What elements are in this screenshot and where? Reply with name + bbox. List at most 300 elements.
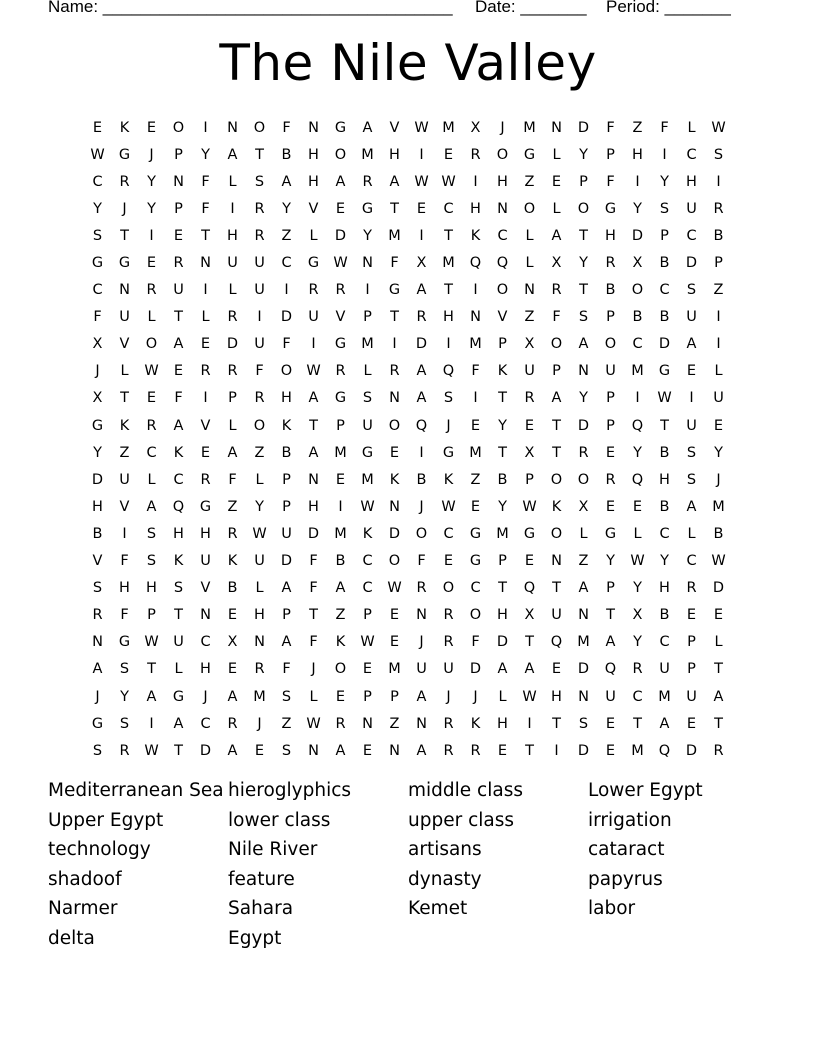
grid-letter: S [578, 715, 589, 732]
grid-letter: I [716, 309, 721, 326]
grid-letter: U [443, 661, 454, 678]
grid-letter: O [577, 471, 590, 488]
grid-letter: N [416, 607, 427, 624]
grid-letter: C [200, 634, 211, 651]
grid-letter: W [387, 580, 402, 597]
grid-letter: O [550, 525, 563, 542]
grid-letter: I [419, 227, 424, 244]
grid-letter: I [446, 336, 451, 353]
grid-letter: Y [201, 146, 210, 163]
grid-letter: U [254, 336, 265, 353]
grid-letter: V [119, 498, 130, 515]
grid-letter: P [660, 227, 669, 244]
grid-letter: F [201, 173, 210, 190]
grid-letter: A [308, 390, 319, 407]
grid-letter: A [578, 580, 589, 597]
grid-letter: Q [172, 498, 185, 515]
grid-letter: C [92, 173, 103, 190]
grid-letter: F [174, 390, 183, 407]
grid-letter: T [120, 227, 129, 244]
grid-letter: P [363, 309, 372, 326]
grid-letter: D [280, 553, 293, 570]
grid-letter: N [551, 119, 562, 136]
grid-letter: D [334, 227, 347, 244]
grid-letter: E [605, 444, 616, 461]
grid-letter: M [442, 255, 455, 272]
letter-grid [84, 114, 732, 764]
grid-letter: U [173, 282, 184, 299]
grid-letter: H [443, 309, 454, 326]
grid-letter: U [254, 282, 265, 299]
grid-letter: K [551, 498, 562, 515]
grid-letter: F [417, 553, 426, 570]
grid-letter: L [309, 688, 318, 705]
grid-letter: J [122, 200, 127, 217]
grid-letter: E [416, 200, 427, 217]
grid-letter: D [307, 525, 320, 542]
grid-letter: I [203, 282, 208, 299]
grid-letter: A [227, 742, 238, 759]
grid-letter: J [473, 688, 478, 705]
grid-letter: A [146, 498, 157, 515]
grid-letter: I [554, 742, 559, 759]
grid-letter: L [498, 688, 507, 705]
grid-letter: G [334, 119, 347, 136]
grid-letter: E [497, 742, 508, 759]
grid-letter: H [686, 173, 697, 190]
grid-letter: A [335, 742, 346, 759]
grid-letter: S [281, 688, 292, 705]
grid-letter: W [522, 688, 537, 705]
grid-letter: V [119, 336, 130, 353]
grid-letter: P [363, 607, 372, 624]
grid-letter: P [498, 553, 507, 570]
grid-letter: V [335, 309, 346, 326]
grid-letter: Y [255, 498, 264, 515]
grid-letter: N [200, 607, 211, 624]
grid-letter: G [118, 255, 131, 272]
grid-letter: T [174, 607, 183, 624]
grid-letter: E [686, 607, 697, 624]
grid-letter: G [307, 255, 320, 272]
grid-letter: N [551, 553, 562, 570]
grid-letter: I [473, 390, 478, 407]
word-bank-item: irrigation [588, 809, 672, 831]
grid-letter: W [144, 363, 159, 380]
grid-letter: A [227, 444, 238, 461]
grid-letter: J [257, 715, 262, 732]
grid-letter: D [631, 227, 644, 244]
grid-letter: F [471, 634, 480, 651]
grid-letter: C [362, 580, 373, 597]
grid-letter: R [254, 390, 265, 407]
grid-letter: N [578, 688, 589, 705]
grid-letter: X [524, 607, 535, 624]
grid-letter: P [336, 417, 345, 434]
grid-letter: P [687, 661, 696, 678]
grid-letter: X [92, 390, 103, 407]
grid-letter: D [577, 661, 590, 678]
grid-letter: Y [633, 200, 642, 217]
grid-letter: S [146, 553, 157, 570]
grid-letter: D [469, 661, 482, 678]
grid-letter: H [659, 471, 670, 488]
grid-letter: X [632, 607, 643, 624]
grid-letter: S [686, 471, 697, 488]
grid-letter: E [713, 417, 724, 434]
grid-letter: Y [633, 634, 642, 651]
grid-letter: O [334, 146, 347, 163]
grid-letter: T [714, 715, 723, 732]
grid-letter: S [578, 309, 589, 326]
grid-letter: D [658, 336, 671, 353]
grid-letter: H [146, 580, 157, 597]
grid-letter: C [281, 255, 292, 272]
grid-letter: N [578, 363, 589, 380]
grid-letter: I [635, 390, 640, 407]
grid-letter: L [147, 309, 156, 326]
grid-letter: I [662, 146, 667, 163]
word-bank-item: technology [48, 839, 151, 861]
word-bank-item: feature [228, 868, 295, 890]
grid-letter: D [712, 580, 725, 597]
word-bank-item: middle class [408, 780, 523, 801]
grid-letter: V [497, 309, 508, 326]
grid-letter: K [443, 471, 454, 488]
grid-letter: K [173, 553, 184, 570]
grid-letter: Q [631, 417, 644, 434]
grid-letter: E [389, 634, 400, 651]
grid-letter: N [389, 498, 400, 515]
grid-letter: E [551, 173, 562, 190]
grid-letter: P [282, 607, 291, 624]
grid-letter: R [335, 282, 346, 299]
grid-letter: I [284, 282, 289, 299]
grid-letter: R [578, 444, 589, 461]
grid-letter: A [173, 715, 184, 732]
grid-letter: R [713, 200, 724, 217]
word-bank-item: Narmer [48, 898, 118, 920]
grid-letter: F [606, 173, 615, 190]
grid-letter: A [416, 363, 427, 380]
grid-letter: P [525, 471, 534, 488]
grid-letter: I [311, 336, 316, 353]
grid-letter: N [470, 309, 481, 326]
word-bank-item: labor [588, 898, 636, 920]
grid-letter: J [311, 661, 316, 678]
grid-letter: A [173, 336, 184, 353]
grid-letter: B [659, 255, 670, 272]
grid-letter: U [713, 390, 724, 407]
grid-letter: B [659, 607, 670, 624]
grid-letter: O [388, 417, 401, 434]
word-bank-item: delta [48, 928, 95, 949]
grid-letter: Y [93, 444, 102, 461]
grid-letter: E [605, 742, 616, 759]
grid-letter: S [362, 390, 373, 407]
grid-letter: Y [498, 498, 507, 515]
grid-letter: Q [631, 471, 644, 488]
grid-letter: H [92, 498, 103, 515]
grid-letter: I [689, 390, 694, 407]
grid-letter: A [416, 742, 427, 759]
grid-letter: O [469, 607, 482, 624]
word-bank-item: Kemet [408, 898, 468, 920]
grid-letter: T [444, 282, 453, 299]
grid-letter: H [254, 607, 265, 624]
grid-letter: S [119, 661, 130, 678]
grid-letter: R [605, 471, 616, 488]
grid-letter: K [119, 119, 130, 136]
grid-letter: R [200, 471, 211, 488]
grid-letter: R [443, 742, 454, 759]
grid-letter: S [146, 525, 157, 542]
page-title: The Nile Valley [219, 34, 597, 92]
grid-letter: P [606, 390, 615, 407]
grid-letter: B [605, 282, 616, 299]
grid-letter: M [712, 498, 725, 515]
grid-letter: R [119, 742, 130, 759]
grid-letter: H [308, 173, 319, 190]
grid-letter: G [388, 282, 401, 299]
grid-letter: P [687, 634, 696, 651]
grid-letter: I [203, 390, 208, 407]
grid-letter: N [524, 282, 535, 299]
grid-letter: C [659, 634, 670, 651]
grid-letter: Y [363, 227, 372, 244]
grid-letter: C [686, 553, 697, 570]
grid-letter: R [443, 607, 454, 624]
grid-letter: W [252, 525, 267, 542]
grid-letter: L [228, 282, 237, 299]
grid-letter: J [446, 688, 451, 705]
grid-letter: L [201, 309, 210, 326]
grid-letter: I [392, 336, 397, 353]
grid-letter: P [552, 363, 561, 380]
grid-letter: Z [335, 607, 346, 624]
grid-letter: S [173, 580, 184, 597]
grid-letter: U [254, 553, 265, 570]
grid-letter: M [631, 742, 644, 759]
grid-letter: W [441, 498, 456, 515]
grid-letter: O [415, 525, 428, 542]
grid-letter: B [227, 580, 238, 597]
grid-letter: C [632, 688, 643, 705]
grid-letter: B [416, 471, 427, 488]
grid-letter: T [498, 390, 507, 407]
grid-letter: E [524, 553, 535, 570]
grid-letter: M [469, 444, 482, 461]
grid-letter: L [228, 417, 237, 434]
grid-letter: I [122, 525, 127, 542]
grid-row [84, 737, 732, 764]
grid-letter: G [523, 525, 536, 542]
word-bank-item: papyrus [588, 868, 663, 890]
grid-letter: K [281, 417, 292, 434]
grid-letter: Y [282, 200, 291, 217]
grid-letter: P [606, 417, 615, 434]
grid-letter: B [713, 227, 724, 244]
grid-letter: X [632, 255, 643, 272]
grid-letter: N [497, 200, 508, 217]
grid-letter: M [361, 146, 374, 163]
grid-letter: E [362, 742, 373, 759]
grid-letter: W [144, 742, 159, 759]
grid-letter: I [473, 173, 478, 190]
word-bank-item: upper class [408, 809, 515, 831]
grid-letter: D [496, 634, 509, 651]
grid-row [84, 168, 732, 195]
grid-letter: R [227, 309, 238, 326]
grid-letter: U [551, 607, 562, 624]
grid-letter: G [361, 200, 374, 217]
grid-letter: A [227, 146, 238, 163]
grid-letter: W [414, 173, 429, 190]
grid-letter: A [281, 580, 292, 597]
period-field-label[interactable]: Period: _______ [606, 0, 731, 16]
grid-letter: L [633, 525, 642, 542]
grid-letter: J [95, 688, 100, 705]
name-field-label[interactable]: Name: _____________________________________ [48, 0, 453, 16]
grid-letter: F [228, 471, 237, 488]
grid-letter: K [335, 634, 346, 651]
grid-letter: I [716, 173, 721, 190]
word-bank-item: Upper Egypt [48, 809, 164, 831]
grid-letter: H [659, 580, 670, 597]
grid-letter: O [604, 336, 617, 353]
grid-letter: C [173, 471, 184, 488]
student-info-header [48, 0, 768, 19]
grid-letter: A [92, 661, 103, 678]
grid-letter: G [172, 688, 185, 705]
grid-row [84, 412, 732, 439]
grid-letter: P [363, 688, 372, 705]
grid-letter: E [146, 119, 157, 136]
grid-letter: E [362, 661, 373, 678]
grid-letter: G [118, 634, 131, 651]
grid-letter: T [201, 227, 210, 244]
grid-letter: R [686, 580, 697, 597]
grid-row [84, 277, 732, 304]
grid-letter: P [390, 688, 399, 705]
grid-letter: Y [579, 390, 588, 407]
grid-letter: B [497, 471, 508, 488]
grid-letter: F [552, 309, 561, 326]
grid-letter: F [282, 661, 291, 678]
word-bank-item: Mediterranean Sea [48, 780, 224, 801]
grid-letter: M [577, 634, 590, 651]
grid-letter: T [606, 607, 615, 624]
grid-letter: N [389, 742, 400, 759]
grid-letter: A [497, 661, 508, 678]
grid-letter: I [635, 173, 640, 190]
grid-letter: F [201, 200, 210, 217]
grid-letter: Y [660, 173, 669, 190]
grid-letter: I [716, 336, 721, 353]
grid-letter: P [174, 146, 183, 163]
grid-letter: A [551, 390, 562, 407]
word-bank-item: Sahara [228, 898, 294, 920]
grid-letter: W [414, 119, 429, 136]
grid-letter: W [306, 715, 321, 732]
grid-letter: X [92, 336, 103, 353]
grid-letter: I [527, 715, 532, 732]
grid-letter: Z [254, 444, 265, 461]
grid-letter: B [713, 525, 724, 542]
grid-row [84, 249, 732, 276]
grid-letter: U [308, 309, 319, 326]
date-field-label[interactable]: Date: _______ [475, 0, 587, 16]
grid-letter: W [360, 498, 375, 515]
grid-letter: E [254, 742, 265, 759]
grid-letter: S [92, 580, 103, 597]
grid-letter: U [254, 255, 265, 272]
grid-letter: E [551, 661, 562, 678]
grid-row [84, 466, 732, 493]
grid-letter: N [119, 282, 130, 299]
grid-letter: P [606, 309, 615, 326]
grid-letter: E [92, 119, 103, 136]
grid-letter: R [524, 390, 535, 407]
word-bank-item: lower class [228, 809, 331, 831]
word-bank-item: Egypt [228, 928, 282, 949]
grid-letter: C [92, 282, 103, 299]
grid-letter: G [199, 498, 212, 515]
grid-row [84, 439, 732, 466]
grid-letter: P [174, 200, 183, 217]
grid-letter: F [282, 119, 291, 136]
grid-letter: A [335, 580, 346, 597]
grid-letter: U [119, 471, 130, 488]
grid-letter: X [470, 119, 481, 136]
grid-letter: Z [119, 444, 130, 461]
grid-letter: M [253, 688, 266, 705]
grid-letter: O [523, 200, 536, 217]
grid-letter: F [255, 363, 264, 380]
grid-letter: F [282, 336, 291, 353]
grid-letter: O [334, 661, 347, 678]
grid-letter: R [362, 173, 373, 190]
grid-row [84, 575, 732, 602]
grid-letter: V [92, 553, 103, 570]
grid-letter: H [173, 525, 184, 542]
grid-letter: E [443, 146, 454, 163]
grid-letter: G [523, 146, 536, 163]
grid-letter: A [335, 173, 346, 190]
grid-letter: H [308, 498, 319, 515]
grid-letter: U [416, 661, 427, 678]
word-bank-item: Nile River [228, 839, 318, 861]
grid-letter: I [473, 282, 478, 299]
grid-letter: M [361, 336, 374, 353]
grid-letter: M [388, 227, 401, 244]
grid-letter: R [227, 715, 238, 732]
grid-letter: E [605, 498, 616, 515]
grid-letter: O [631, 282, 644, 299]
grid-letter: F [471, 363, 480, 380]
grid-letter: U [119, 309, 130, 326]
grid-letter: H [200, 525, 211, 542]
grid-letter: B [335, 553, 346, 570]
grid-letter: H [497, 607, 508, 624]
grid-letter: R [389, 363, 400, 380]
grid-letter: E [713, 607, 724, 624]
grid-letter: E [686, 715, 697, 732]
grid-letter: J [203, 688, 208, 705]
grid-row [84, 710, 732, 737]
grid-letter: D [91, 471, 104, 488]
grid-letter: R [146, 417, 157, 434]
